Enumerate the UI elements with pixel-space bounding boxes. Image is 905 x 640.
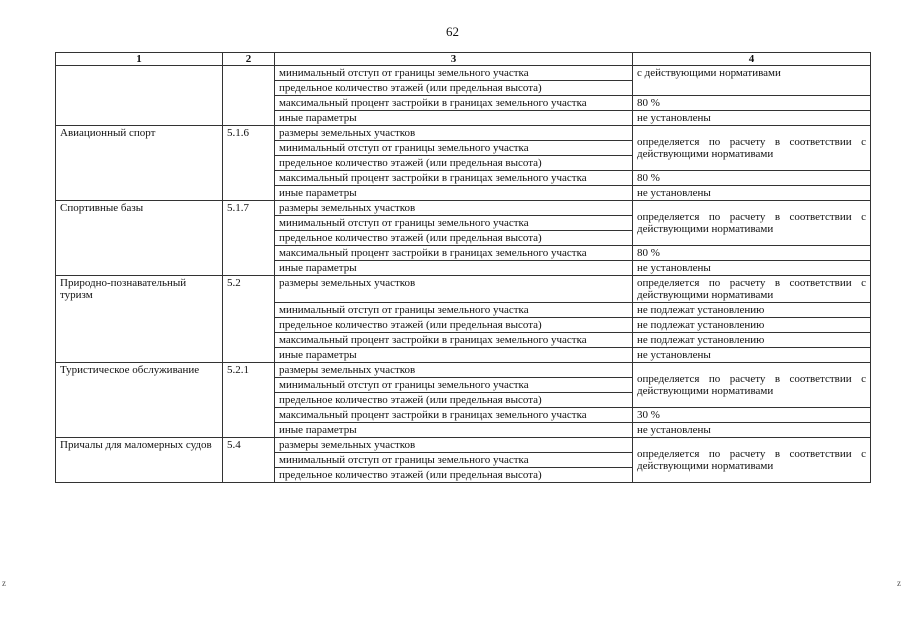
use-name-cell: Авиационный спорт	[56, 126, 223, 201]
value-cell: с действующими нормативами	[633, 66, 871, 96]
scan-edge-mark-left: z	[2, 578, 6, 588]
parameter-cell: предельное количество этажей (или предельная высота)	[275, 468, 633, 483]
parameter-cell: размеры земельных участков	[275, 126, 633, 141]
value-cell: не установлены	[633, 423, 871, 438]
parameter-cell: размеры земельных участков	[275, 201, 633, 216]
column-header-3: 3	[275, 53, 633, 66]
parameter-cell: максимальный процент застройки в границах земельного участка	[275, 171, 633, 186]
value-cell: не установлены	[633, 186, 871, 201]
use-name-cell: Спортивные базы	[56, 201, 223, 276]
value-cell: определяется по расчету в соответствии с действующими нормативами	[633, 276, 871, 303]
parameter-cell: предельное количество этажей (или предельная высота)	[275, 318, 633, 333]
value-cell: не подлежат установлению	[633, 318, 871, 333]
column-header-1: 1	[56, 53, 223, 66]
page-number: 62	[446, 24, 459, 39]
value-cell: не установлены	[633, 348, 871, 363]
value-cell: определяется по расчету в соответствии с действующими нормативами	[633, 201, 871, 246]
parameter-cell: максимальный процент застройки в границах земельного участка	[275, 246, 633, 261]
value-cell: 80 %	[633, 96, 871, 111]
regulations-table	[55, 52, 871, 483]
table-row	[56, 126, 871, 141]
use-name-cell	[56, 66, 223, 126]
table-row	[56, 66, 871, 81]
value-cell: не установлены	[633, 261, 871, 276]
parameter-cell: предельное количество этажей (или предельная высота)	[275, 231, 633, 246]
parameter-cell: размеры земельных участков	[275, 276, 633, 303]
parameter-cell: иные параметры	[275, 261, 633, 276]
value-cell: определяется по расчету в соответствии с действующими нормативами	[633, 438, 871, 483]
parameter-cell: минимальный отступ от границы земельного участка	[275, 378, 633, 393]
parameter-cell: минимальный отступ от границы земельного участка	[275, 141, 633, 156]
value-cell: не подлежат установлению	[633, 333, 871, 348]
parameter-cell: минимальный отступ от границы земельного участка	[275, 453, 633, 468]
parameter-cell: предельное количество этажей (или предельная высота)	[275, 81, 633, 96]
value-cell: не подлежат установлению	[633, 303, 871, 318]
value-cell: 80 %	[633, 246, 871, 261]
value-cell: 30 %	[633, 408, 871, 423]
parameter-cell: минимальный отступ от границы земельного участка	[275, 66, 633, 81]
parameter-cell: иные параметры	[275, 423, 633, 438]
table-row	[56, 276, 871, 303]
table-row	[56, 363, 871, 378]
use-name-cell: Причалы для маломерных судов	[56, 438, 223, 483]
table-row	[56, 201, 871, 216]
use-code-cell	[223, 66, 275, 126]
value-cell: определяется по расчету в соответствии с действующими нормативами	[633, 363, 871, 408]
use-name-cell: Природно-познавательный туризм	[56, 276, 223, 363]
scan-edge-mark-right: z	[897, 578, 901, 588]
use-name-cell: Туристическое обслуживание	[56, 363, 223, 438]
parameter-cell: максимальный процент застройки в границах земельного участка	[275, 333, 633, 348]
header-row	[56, 53, 871, 66]
use-code-cell: 5.1.7	[223, 201, 275, 276]
use-code-cell: 5.2.1	[223, 363, 275, 438]
parameter-cell: предельное количество этажей (или предельная высота)	[275, 393, 633, 408]
value-cell: 80 %	[633, 171, 871, 186]
value-cell: не установлены	[633, 111, 871, 126]
parameter-cell: размеры земельных участков	[275, 438, 633, 453]
parameter-cell: предельное количество этажей (или предельная высота)	[275, 156, 633, 171]
table-row	[56, 438, 871, 453]
column-header-2: 2	[223, 53, 275, 66]
parameter-cell: минимальный отступ от границы земельного участка	[275, 216, 633, 231]
column-header-4: 4	[633, 53, 871, 66]
parameter-cell: размеры земельных участков	[275, 363, 633, 378]
parameter-cell: максимальный процент застройки в границах земельного участка	[275, 96, 633, 111]
parameter-cell: максимальный процент застройки в границах земельного участка	[275, 408, 633, 423]
parameter-cell: минимальный отступ от границы земельного участка	[275, 303, 633, 318]
parameter-cell: иные параметры	[275, 111, 633, 126]
use-code-cell: 5.4	[223, 438, 275, 483]
use-code-cell: 5.1.6	[223, 126, 275, 201]
parameter-cell: иные параметры	[275, 348, 633, 363]
parameter-cell: иные параметры	[275, 186, 633, 201]
use-code-cell: 5.2	[223, 276, 275, 363]
value-cell: определяется по расчету в соответствии с действующими нормативами	[633, 126, 871, 171]
